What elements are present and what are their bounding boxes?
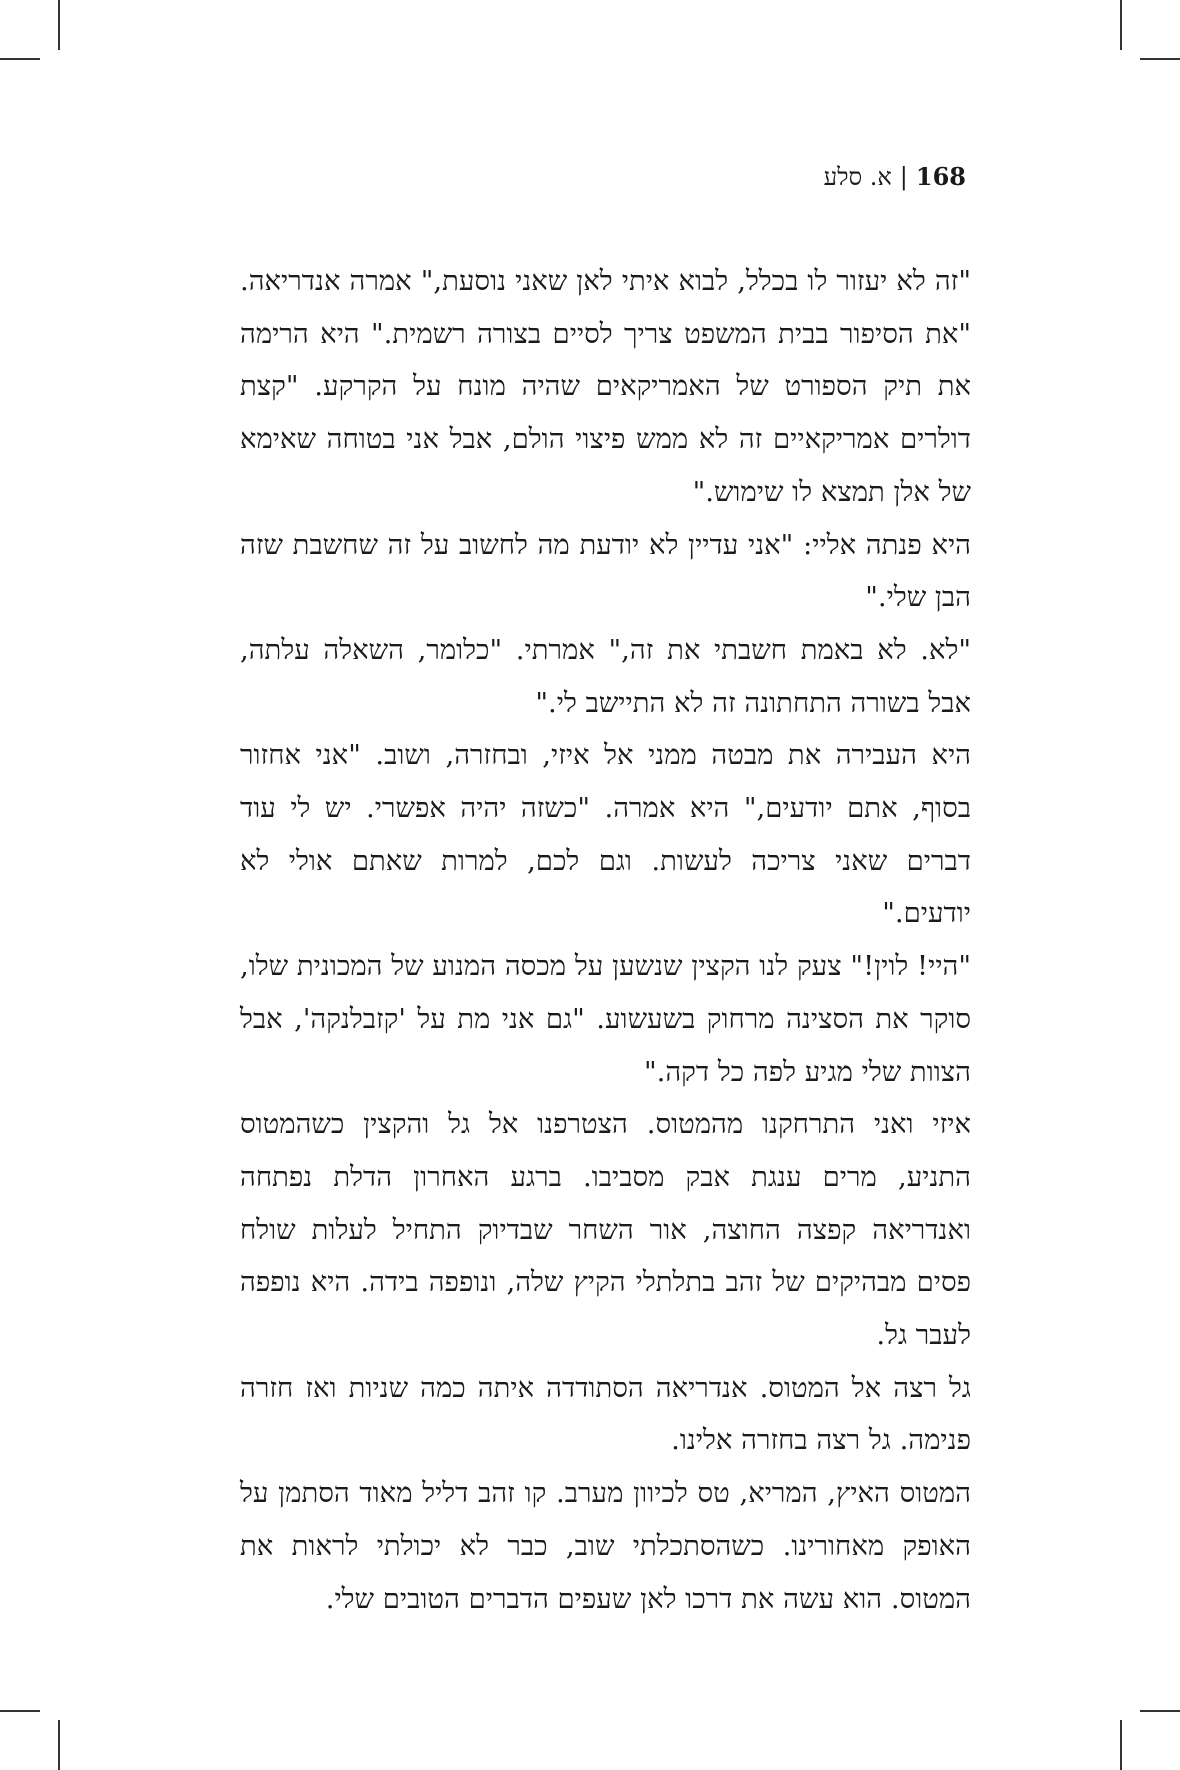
crop-mark-left-upper (0, 58, 40, 60)
crop-mark-right-lower (1140, 1710, 1180, 1712)
paragraph: המטוס האיץ, המריא, טס לכיוון מערב. קו זהב דליל מאוד הסתמן על האופק מאחורינו. כשהסתכלתי שוב, כבר לא יכולתי לראות את המטוס. הוא עשה את דרכו לאן שעפים הדברים הטובים שלי. (240, 1477, 971, 1615)
crop-mark-bottom-left (58, 1720, 60, 1770)
crop-mark-top-left (58, 0, 60, 50)
paragraph: היא פנתה אליי: "אני עדיין לא יודעת מה לחשוב על זה שחשבת שזה הבן שלי." (240, 528, 971, 614)
paragraph: גל רצה אל המטוס. אנדריאה הסתודדה איתה כמה שניות ואז חזרה פנימה. גל רצה בחזרה אלינו. (240, 1371, 971, 1457)
crop-mark-right-upper (1140, 58, 1180, 60)
body-text (240, 255, 971, 1625)
paragraph: איזי ואני התרחקנו מהמטוס. הצטרפנו אל גל והקצין כשהמטוס התניע, מרים ענגת אבק מסביבו. ברגע האחרון הדלת נפתחה ואנדריאה קפצה החוצה, אור השחר שבדיוק התחיל לעלות שולח פסים מבהיקים של זהב בתלתלי הקיץ שלה, ונופפה בידה. היא נופפה לעבר גל. (240, 1108, 971, 1352)
crop-mark-bottom-right (1120, 1720, 1122, 1770)
header-separator: | (899, 163, 908, 191)
paragraph: היא העבירה את מבטה ממני אל איזי, ובחזרה, ושוב. "אני אחזור בסוף, אתם יודעים," היא אמרה. "כשזה יהיה אפשרי. יש לי עוד דברים שאני צריכה לעשות. וגם לכם, למרות שאתם אולי לא יודעים." (240, 739, 971, 930)
running-header (824, 162, 966, 192)
crop-mark-left-lower (0, 1710, 40, 1712)
paragraph: "לא. לא באמת חשבתי את זה," אמרתי. "כלומר, השאלה עלתה, אבל בשורה התחתונה זה לא התיישב לי." (240, 633, 971, 719)
page-number: 168 (915, 162, 966, 191)
author-name: א. סלע (823, 163, 892, 191)
paragraph: "זה לא יעזור לו בכלל, לבוא איתי לאן שאני נוסעת," אמרה אנדריאה. "את הסיפור בבית המשפט צריך לסיים בצורה רשמית." היא הרימה את תיק הספורט של האמריקאים שהיה מונח על הקרקע. "קצת דולרים אמריקאיים זה לא ממש פיצוי הולם, אבל אני בטוחה שאימא של אלן תמצא לו שימוש." (240, 265, 971, 508)
crop-mark-top-right (1120, 0, 1122, 50)
paragraph: "היי! לוין!" צעק לנו הקצין שנשען על מכסה המנוע של המכונית שלו, סוקר את הסצינה מרחוק בשעשוע. "גם אני מת על 'קזבלנקה', אבל הצוות שלי מגיע לפה כל דקה." (240, 950, 971, 1088)
